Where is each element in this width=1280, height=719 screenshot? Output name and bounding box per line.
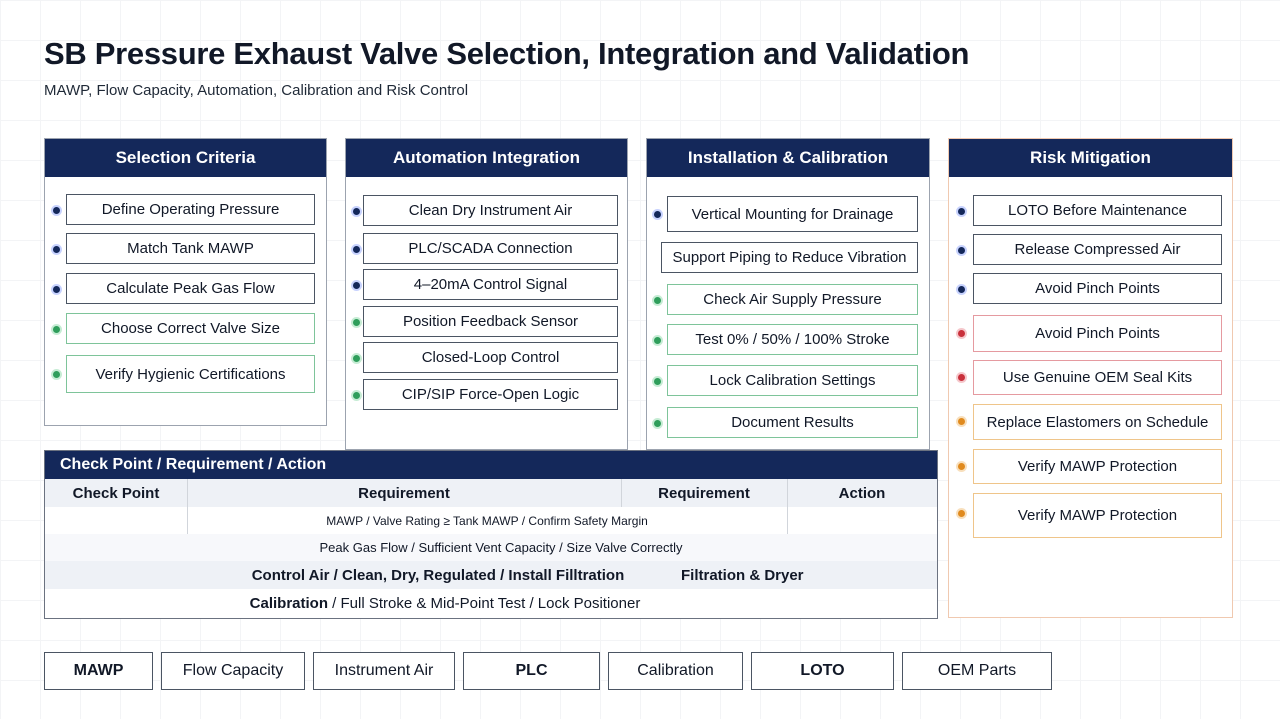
table-row (45, 534, 937, 561)
bullet-icon (351, 244, 362, 255)
bullet-icon (351, 390, 362, 401)
criteria-item: Choose Correct Valve Size (66, 313, 315, 344)
risk-item: Use Genuine OEM Seal Kits (973, 360, 1222, 395)
automation-integration-title: Automation Integration (346, 139, 627, 177)
installation-item: Lock Calibration Settings (667, 365, 918, 396)
automation-item: CIP/SIP Force-Open Logic (363, 379, 618, 410)
automation-integration-panel (345, 138, 628, 450)
column-header: Action (838, 484, 886, 502)
page-subtitle: MAWP, Flow Capacity, Automation, Calibration and Risk Control (44, 82, 469, 99)
bullet-icon (956, 206, 967, 217)
risk-mitigation-panel (948, 138, 1233, 618)
installation-item: Document Results (667, 407, 918, 438)
criteria-item: Calculate Peak Gas Flow (66, 273, 315, 304)
automation-item: Position Feedback Sensor (363, 306, 618, 337)
bullet-icon (652, 335, 663, 346)
table-cell-rest: / Full Stroke & Mid-Point Test / Lock Positioner (327, 595, 641, 612)
risk-item: LOTO Before Maintenance (973, 195, 1222, 226)
installation-calibration-panel (646, 138, 930, 450)
bullet-icon (51, 324, 62, 335)
table-row (45, 589, 937, 618)
tag-oem-parts: OEM Parts (902, 652, 1052, 690)
column-header: Requirement (658, 484, 750, 502)
tag-mawp: MAWP (44, 652, 153, 690)
bullet-icon (351, 206, 362, 217)
bullet-icon (351, 317, 362, 328)
automation-item: Closed-Loop Control (363, 342, 618, 373)
installation-item: Test 0% / 50% / 100% Stroke (667, 324, 918, 355)
installation-item: Check Air Supply Pressure (667, 284, 918, 315)
bullet-icon (51, 205, 62, 216)
risk-item: Replace Elastomers on Schedule (973, 404, 1222, 440)
bullet-icon (51, 369, 62, 380)
bullet-icon (51, 244, 62, 255)
table-header-row (45, 479, 937, 507)
risk-item: Avoid Pinch Points (973, 273, 1222, 304)
installation-calibration-title: Installation & Calibration (647, 139, 929, 177)
column-header: Requirement (358, 484, 450, 502)
bullet-icon (956, 284, 967, 295)
risk-item: Verify MAWP Protection (973, 493, 1222, 538)
table-cell: Peak Gas Flow / Sufficient Vent Capacity / Size Valve Correctly (319, 540, 683, 555)
bullet-icon (956, 328, 967, 339)
bullet-icon (652, 418, 663, 429)
selection-criteria-title: Selection Criteria (45, 139, 326, 177)
bullet-icon (351, 353, 362, 364)
table-cell: Control Air / Clean, Dry, Regulated / Install Filltration (251, 566, 625, 584)
bullet-icon (351, 280, 362, 291)
bullet-icon (956, 372, 967, 383)
bullet-icon (652, 209, 663, 220)
check-point-table (44, 450, 938, 619)
bullet-icon (956, 461, 967, 472)
risk-item: Release Compressed Air (973, 234, 1222, 265)
table-cell: Filtration & Dryer (681, 566, 804, 584)
tag-plc: PLC (463, 652, 600, 690)
criteria-item: Verify Hygienic Certifications (66, 355, 315, 393)
bullet-icon (652, 376, 663, 387)
bullet-icon (956, 508, 967, 519)
risk-mitigation-title: Risk Mitigation (949, 139, 1232, 177)
tag-calibration: Calibration (608, 652, 743, 690)
automation-item: Clean Dry Instrument Air (363, 195, 618, 226)
table-cell-lead: Calibration (249, 595, 328, 612)
page-title: SB Pressure Exhaust Valve Selection, Integration and Validation (44, 36, 970, 71)
table-row (45, 507, 937, 534)
bullet-icon (956, 245, 967, 256)
bullet-icon (652, 295, 663, 306)
risk-item: Verify MAWP Protection (973, 449, 1222, 484)
automation-item: PLC/SCADA Connection (363, 233, 618, 264)
tag-flow-capacity: Flow Capacity (161, 652, 305, 690)
bullet-icon (51, 284, 62, 295)
installation-item: Vertical Mounting for Drainage (667, 196, 918, 232)
table-title: Check Point / Requirement / Action (45, 451, 937, 479)
table-cell: MAWP / Valve Rating ≥ Tank MAWP / Confirm Safety Margin (326, 513, 648, 528)
criteria-item: Define Operating Pressure (66, 194, 315, 225)
table-row (45, 561, 937, 589)
criteria-item: Match Tank MAWP (66, 233, 315, 264)
column-header: Check Point (72, 484, 160, 502)
installation-item: Support Piping to Reduce Vibration (661, 242, 918, 273)
selection-criteria-panel (44, 138, 327, 426)
tag-instrument-air: Instrument Air (313, 652, 455, 690)
table-cell (45, 589, 845, 618)
automation-item: 4–20mA Control Signal (363, 269, 618, 300)
bullet-icon (956, 416, 967, 427)
risk-item: Avoid Pinch Points (973, 315, 1222, 352)
tag-loto: LOTO (751, 652, 894, 690)
